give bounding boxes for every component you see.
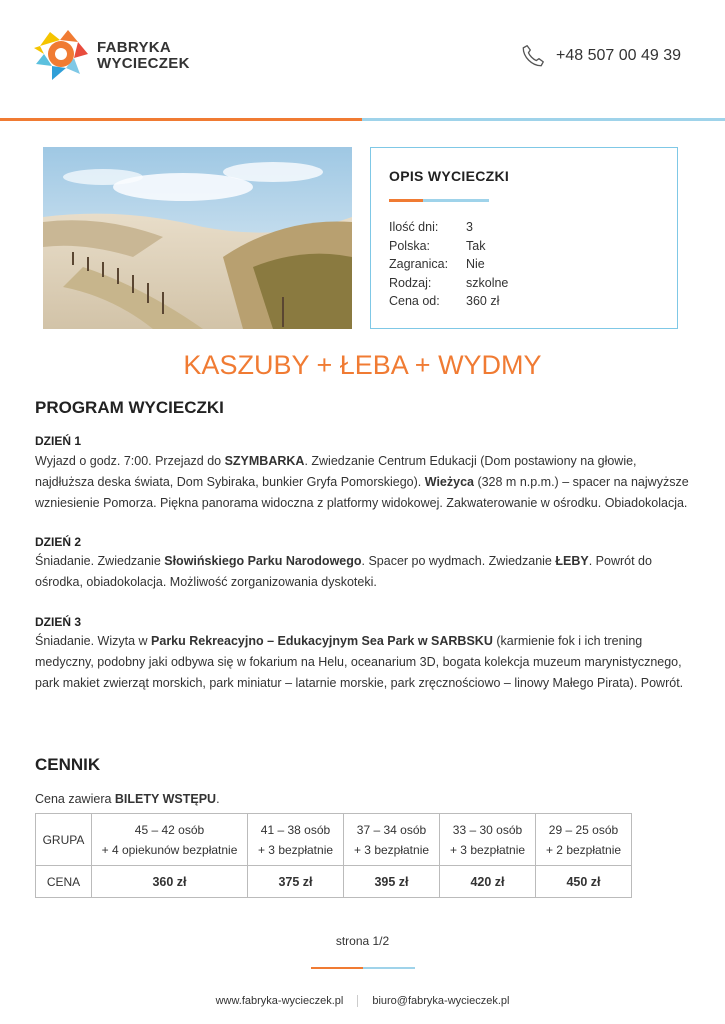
highlighted-text: Wieżyca (424, 475, 474, 489)
group-row-label: GRUPA (36, 814, 92, 866)
trip-details-table (389, 218, 508, 311)
detail-row (389, 255, 508, 274)
detail-value: szkolne (466, 275, 509, 290)
price-includes-prefix: Cena zawiera (35, 792, 115, 806)
group-cell (248, 814, 344, 866)
footer-divider-blue (363, 967, 415, 969)
price-cell: 395 zł (344, 866, 440, 898)
price-cell: 375 zł (248, 866, 344, 898)
trip-title: KASZUBY + ŁEBA + WYDMY (183, 350, 542, 380)
text-segment: . Zwiedzanie Centrum Edukacji (Dom postawiony na głowie, najdłuższa deska świata, Dom Sybiraka, bunkier Gryfa Pomorskiego). (35, 454, 637, 489)
header-divider-blue (362, 118, 725, 121)
price-row (36, 866, 632, 898)
trip-description-box (370, 147, 678, 329)
price-includes-suffix: . (216, 792, 220, 806)
dunes-photo (43, 147, 352, 329)
highlighted-text: ŁEBY (555, 554, 589, 568)
price-cell: 450 zł (536, 866, 632, 898)
group-row (36, 814, 632, 866)
detail-row (389, 274, 508, 293)
price-cell: 360 zł (92, 866, 248, 898)
price-includes-note (35, 792, 220, 806)
page-number: strona 1/2 (335, 934, 390, 948)
phone-contact[interactable] (520, 42, 681, 70)
footer-separator (357, 995, 358, 1007)
detail-row (389, 292, 508, 311)
detail-row (389, 218, 508, 237)
detail-label: Zagranica: (389, 257, 449, 272)
group-free-seats: + 4 opiekunów bezpłatnie (101, 842, 238, 857)
text-segment: Wyjazd o godz. 7:00. Przejazd do (35, 454, 225, 468)
group-size: 29 – 25 osób (548, 822, 619, 837)
detail-label: Ilość dni: (389, 220, 439, 235)
text-segment: Śniadanie. Wizyta w (35, 634, 152, 648)
detail-value: 3 (466, 220, 473, 235)
email-link[interactable]: biuro@fabryka-wycieczek.pl (372, 995, 510, 1007)
detail-value: Nie (466, 257, 485, 272)
day-2-description (35, 551, 690, 593)
brand-line-1: FABRYKA (97, 39, 172, 56)
group-cell (440, 814, 536, 866)
price-row-label: CENA (36, 866, 92, 898)
detail-label: Cena od: (389, 294, 440, 309)
text-segment: (karmienie fok i ich trening medyczny, podobny jaki odbywa się w fokarium na Helu, oceanarium 3D, bogata kolekcja muzeum marynistycznego, park makiet zwierząt morskich, park miniatur – latarnie morskie, park zręcznościowo – linowy Małego Pirata). Powrót. (35, 634, 684, 690)
group-free-seats: + 3 bezpłatnie (353, 842, 430, 857)
text-segment: (328 m n.p.m.) – spacer na najwyższe wzniesienie Pomorza. Piękna panorama widoczna z platformy widokowej. Zakwaterowanie w ośrodku. Obiadokolacja. (35, 475, 689, 510)
brand-name (97, 40, 190, 72)
detail-label: Rodzaj: (389, 275, 432, 290)
group-cell (344, 814, 440, 866)
highlighted-text: Parku Rekreacyjno – Edukacyjnym Sea Park w SARBSKU (151, 634, 493, 648)
detail-row (389, 237, 508, 256)
group-cell (92, 814, 248, 866)
price-table (35, 813, 632, 898)
group-cell (536, 814, 632, 866)
detail-value: Tak (466, 238, 486, 253)
footer-contacts (0, 995, 725, 1007)
price-includes-item: BILETY WSTĘPU (114, 792, 217, 806)
group-size: 45 – 42 osób (134, 822, 205, 837)
detail-value: 360 zł (466, 294, 500, 309)
group-size: 41 – 38 osób (260, 822, 331, 837)
phone-number[interactable]: +48 507 00 49 39 (556, 47, 682, 64)
group-size: 37 – 34 osób (356, 822, 427, 837)
text-segment: . Spacer po wydmach. Zwiedzanie (361, 554, 556, 568)
group-free-seats: + 3 bezpłatnie (257, 842, 334, 857)
day-2-label: DZIEŃ 2 (35, 535, 82, 549)
price-cell: 420 zł (440, 866, 536, 898)
trip-description-heading: OPIS WYCIECZKI (389, 168, 510, 184)
detail-label: Polska: (389, 238, 430, 253)
heading-underline-orange (389, 199, 423, 202)
group-free-seats: + 3 bezpłatnie (449, 842, 526, 857)
day-3-label: DZIEŃ 3 (35, 615, 82, 629)
day-3-description (35, 631, 690, 694)
footer-divider-orange (311, 967, 363, 969)
group-size: 33 – 30 osób (452, 822, 523, 837)
heading-underline-blue (423, 199, 489, 202)
day-1-label: DZIEŃ 1 (35, 434, 82, 448)
header-divider-orange (0, 118, 362, 121)
program-heading: PROGRAM WYCIECZKI (35, 398, 224, 417)
text-segment: Śniadanie. Zwiedzanie (35, 554, 165, 568)
phone-icon (520, 43, 546, 69)
highlighted-text: Słowińskiego Parku Narodowego (164, 554, 362, 568)
day-1-description (35, 451, 690, 514)
text-segment: . Powrót do ośrodka, obiadokolacja. Możliwość zorganizowania dyskoteki. (35, 554, 652, 589)
website-link[interactable]: www.fabryka-wycieczek.pl (215, 995, 344, 1007)
brand-line-2: WYCIECZEK (97, 55, 190, 72)
highlighted-text: SZYMBARKA (224, 454, 305, 468)
group-free-seats: + 2 bezpłatnie (545, 842, 622, 857)
gear-logo-icon (30, 24, 92, 86)
pricing-heading: CENNIK (35, 755, 101, 774)
